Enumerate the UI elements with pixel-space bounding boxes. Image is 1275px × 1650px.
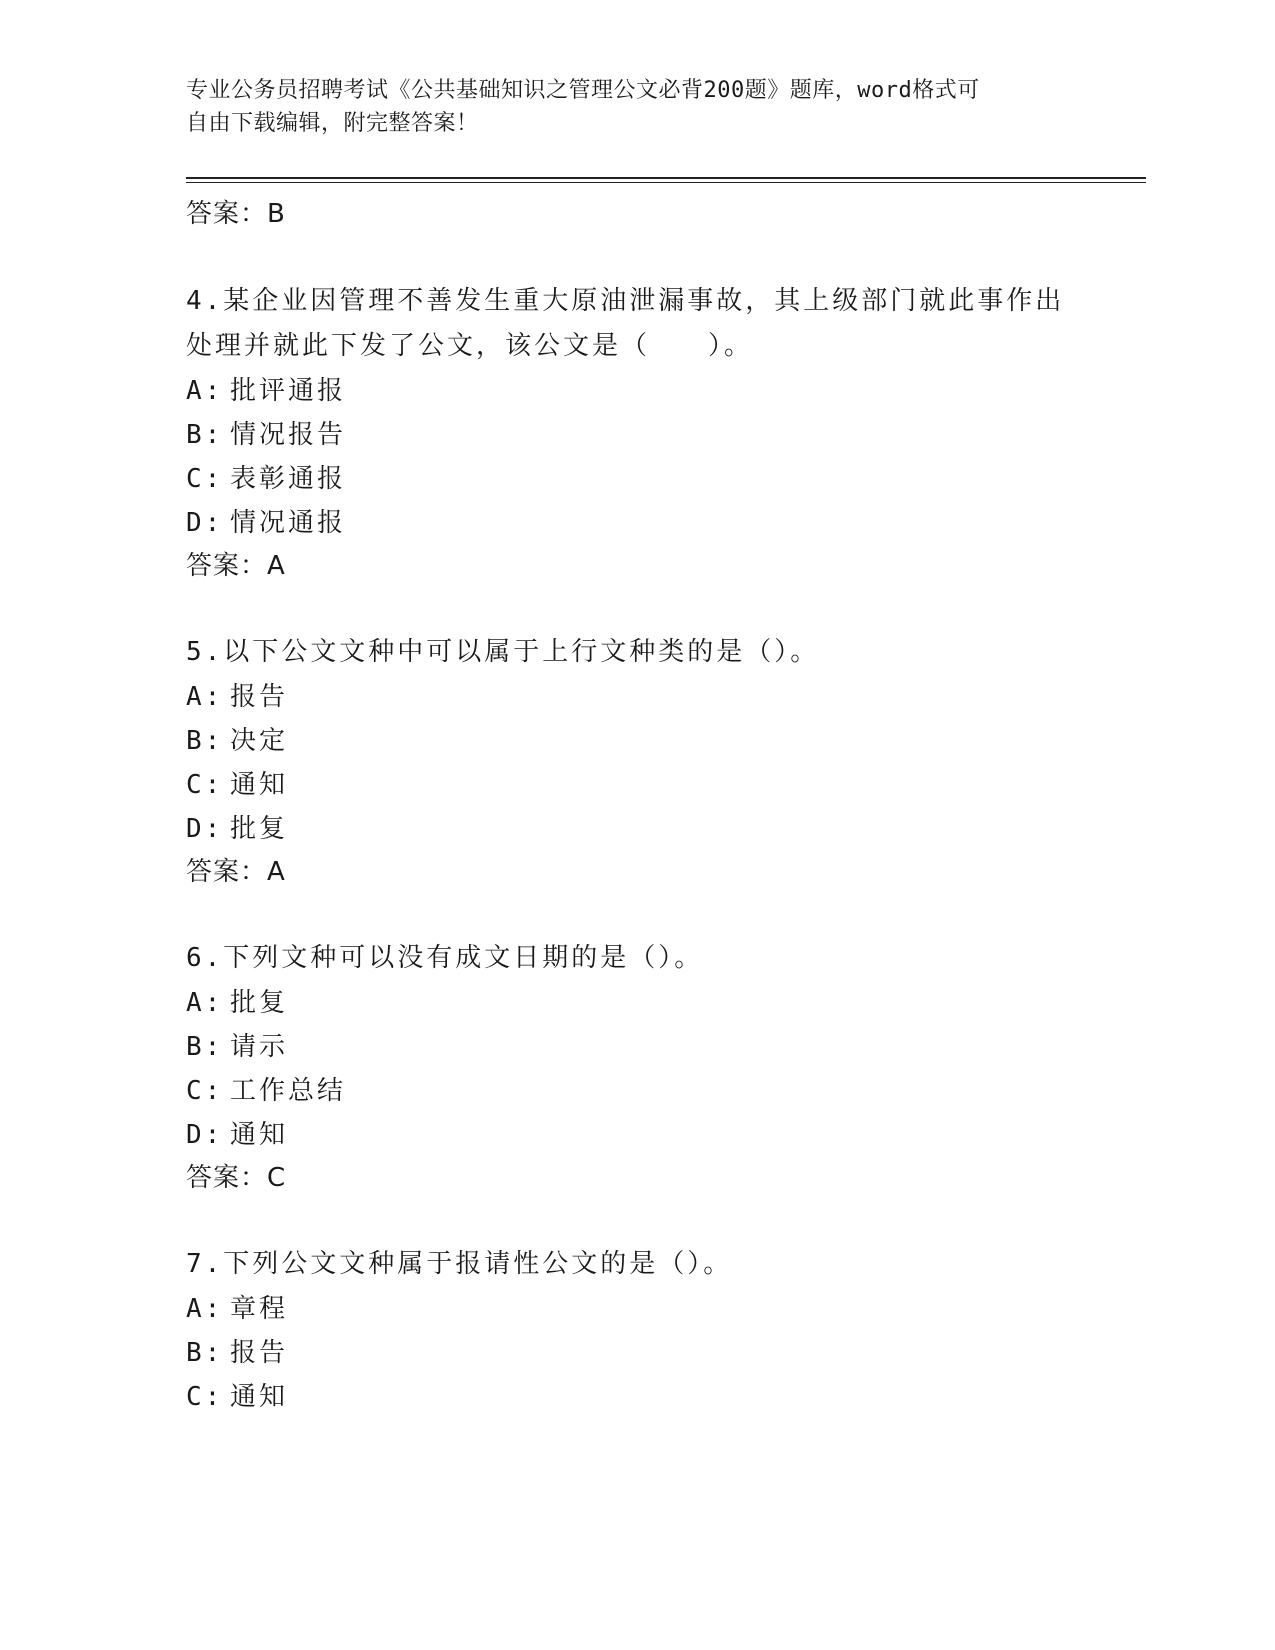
option-letter: C:	[186, 1076, 224, 1106]
option-text: 情况报告	[230, 420, 347, 450]
question-7-option-c	[186, 1376, 288, 1413]
option-text: 报告	[230, 682, 289, 712]
question-6-stem	[186, 936, 1066, 981]
document-header	[186, 74, 1066, 140]
option-letter: A:	[186, 376, 224, 406]
question-4-answer: 答案：A	[186, 551, 286, 581]
option-text: 报告	[230, 1338, 289, 1368]
question-4-option-a	[186, 370, 346, 407]
question-7-stem-line-1: 7.下列公文文种属于报请性公文的是（）。	[186, 1249, 733, 1279]
option-text: 请示	[230, 1032, 289, 1062]
question-6-option-d	[186, 1114, 288, 1151]
option-text: 通知	[230, 770, 289, 800]
option-text: 批评通报	[230, 376, 347, 406]
question-5-answer: 答案：A	[186, 857, 286, 887]
option-text: 批复	[230, 988, 289, 1018]
option-text: 情况通报	[230, 508, 347, 538]
question-6-answer: 答案：C	[186, 1163, 287, 1193]
question-4-option-c	[186, 458, 346, 495]
option-letter: D:	[186, 814, 224, 844]
header-line-2: 自由下载编辑，附完整答案！	[186, 111, 479, 136]
question-6-stem-line-1: 6.下列文种可以没有成文日期的是（）。	[186, 943, 704, 973]
question-4-stem-line-2: 处理并就此下发了公文，该公文是（ ）。	[186, 331, 754, 361]
option-text: 工作总结	[230, 1076, 347, 1106]
header-rule-thin	[186, 182, 1146, 183]
option-letter: B:	[186, 726, 224, 756]
question-4-option-b	[186, 414, 346, 451]
question-4-option-d	[186, 502, 346, 539]
option-text: 表彰通报	[230, 464, 347, 494]
question-5-option-a	[186, 676, 288, 713]
option-letter: C:	[186, 770, 224, 800]
option-text: 章程	[230, 1294, 289, 1324]
question-7-stem	[186, 1242, 1066, 1287]
option-letter: D:	[186, 508, 224, 538]
option-letter: B:	[186, 420, 224, 450]
option-letter: B:	[186, 1338, 224, 1368]
question-7-option-b	[186, 1332, 288, 1369]
option-text: 通知	[230, 1382, 289, 1412]
question-4-stem-line-1: 4.某企业因管理不善发生重大原油泄漏事故，其上级部门就此事作出	[186, 286, 1065, 316]
option-letter: C:	[186, 1382, 224, 1412]
option-letter: A:	[186, 988, 224, 1018]
option-text: 决定	[230, 726, 289, 756]
question-5-option-c	[186, 764, 288, 801]
option-letter: B:	[186, 1032, 224, 1062]
question-5-option-d	[186, 808, 288, 845]
option-letter: D:	[186, 1120, 224, 1150]
option-text: 批复	[230, 814, 289, 844]
question-5-option-b	[186, 720, 288, 757]
question-6-option-b	[186, 1026, 288, 1063]
option-text: 通知	[230, 1120, 289, 1150]
header-rule-thick	[186, 177, 1146, 179]
question-6-option-a	[186, 982, 288, 1019]
option-letter: C:	[186, 464, 224, 494]
question-7-option-a	[186, 1288, 288, 1325]
answer-prev: 答案：B	[186, 199, 286, 229]
option-letter: A:	[186, 682, 224, 712]
question-6-option-c	[186, 1070, 346, 1107]
question-5-stem-line-1: 5.以下公文文种中可以属于上行文种类的是（）。	[186, 637, 820, 667]
question-4-stem	[186, 279, 1066, 369]
header-line-1: 专业公务员招聘考试《公共基础知识之管理公文必背200题》题库，word格式可	[186, 78, 980, 103]
question-5-stem	[186, 630, 1066, 675]
option-letter: A:	[186, 1294, 224, 1324]
